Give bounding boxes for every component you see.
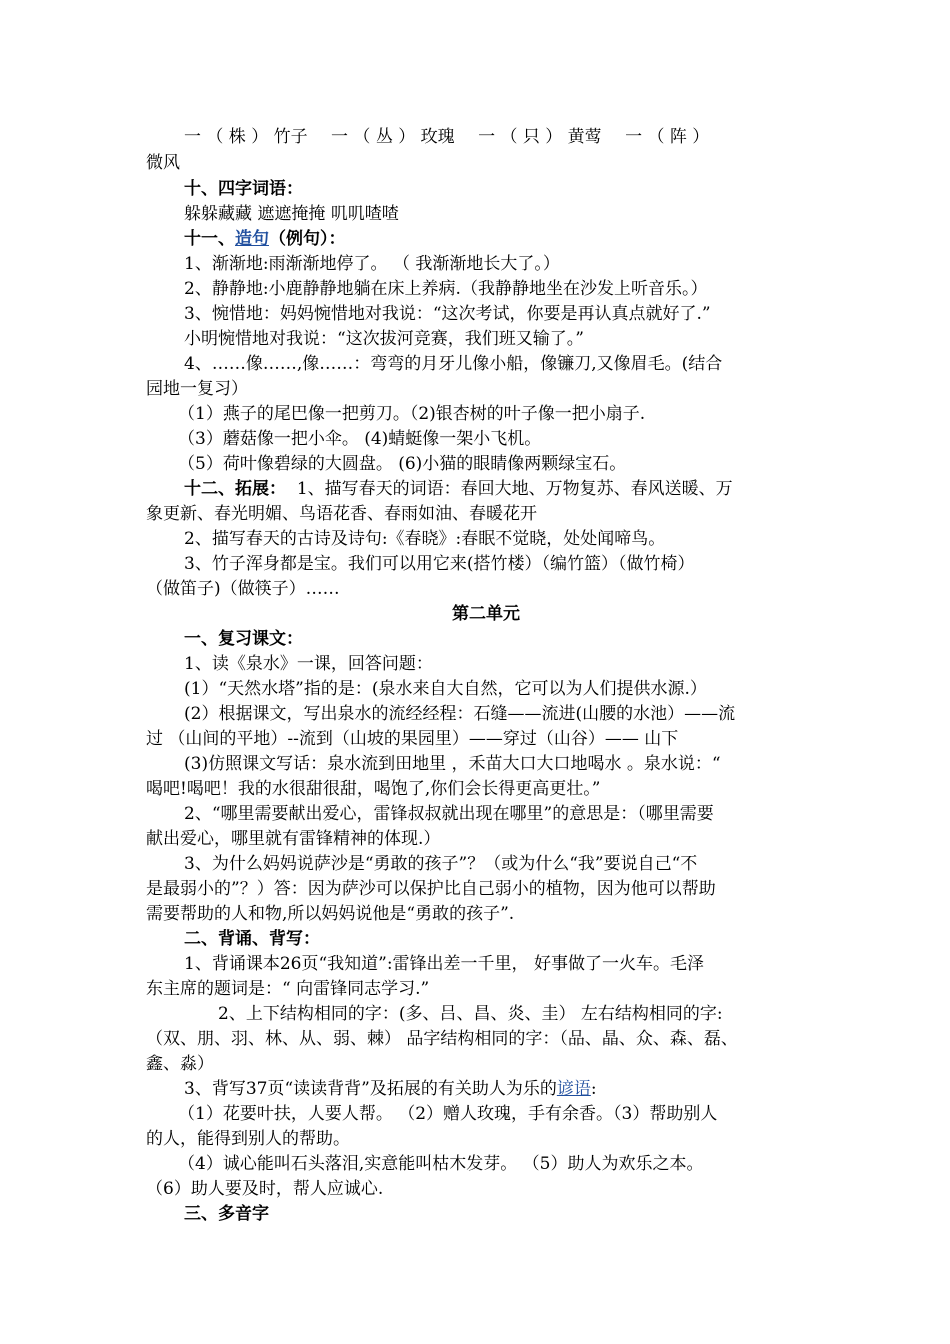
text-line: （4）诚心能叫石头落泪,实意能叫枯木发芽。 （5）助人为欢乐之本。 (178, 1154, 704, 1174)
measure-item: 一 （ 丛 ） 玫瑰 (331, 127, 455, 147)
section-heading: 十二、拓展： (184, 479, 286, 499)
measure-item: 一 （ 株 ） 竹子 (184, 127, 308, 147)
text-line: （1）花要叶扶，人要人帮。 （2）赠人玫瑰，手有余香。（3）帮助别人 (178, 1104, 718, 1124)
section-heading: 三、多音字 (184, 1204, 269, 1224)
text-line (184, 478, 864, 500)
section-heading: 一、复习课文： (184, 629, 303, 649)
text-line: 是最弱小的”？）答：因为萨沙可以保护比自己弱小的植物，因为他可以帮助 (146, 879, 716, 899)
text-line: 东主席的题词是：“ 向雷锋同志学习.” (146, 979, 430, 999)
section-heading: 十、四字词语： (184, 179, 303, 199)
measure-item: 一 （ 阵 ） (625, 127, 710, 147)
text-span: : (590, 1079, 597, 1099)
text-span: 1、描写春天的词语：春回大地、万物复苏、春风送暖、万 (296, 479, 733, 499)
heading-prefix: 十一、 (184, 229, 235, 249)
text-line: 3、惋惜地：妈妈惋惜地对我说：“这次考试，你要是再认真点就好了.” (184, 304, 711, 324)
text-line: 需要帮助的人和物,所以妈妈说他是“勇敢的孩子”. (146, 904, 515, 924)
section-heading: 二、背诵、背写： (184, 929, 320, 949)
text-line: 4、……像……,像……：弯弯的月牙儿像小船，像镰刀,又像眉毛。(结合 (184, 354, 723, 374)
text-line: （5）荷叶像碧绿的大圆盘。 (6)小猫的眼睛像两颗绿宝石。 (178, 454, 627, 474)
heading-suffix: （例句）： (269, 229, 346, 249)
text-line: （1）燕子的尾巴像一把剪刀。（2)银杏树的叶子像一把小扇子. (178, 404, 646, 424)
text-line: (2）根据课文，写出泉水的流经经程：石缝——流进(山腰的水池）——流 (184, 704, 736, 724)
text-line: （做笛子)（做筷子）…… (146, 579, 340, 599)
text-line: 2、“哪里需要献出爱心，雷锋叔叔就出现在哪里”的意思是：（哪里需要 (184, 804, 714, 824)
text-line: 园地一复习） (146, 379, 248, 399)
section-heading (184, 228, 864, 250)
proverb-link[interactable]: 谚语 (556, 1079, 591, 1099)
sentence-making-link[interactable]: 造句 (235, 229, 269, 249)
text-line: (1）“天然水塔”指的是：(泉水来自大自然，它可以为人们提供水源.） (184, 679, 707, 699)
text-line: 2、上下结构相同的字：(多、吕、昌、炎、圭） 左右结构相同的字: (218, 1004, 723, 1024)
text-line: 1、读《泉水》一课，回答问题： (184, 654, 433, 674)
text-line: （双、朋、羽、林、从、弱、棘） 品字结构相同的字：（品、晶、众、森、磊、 (146, 1029, 738, 1049)
text-line: 象更新、春光明媚、鸟语花香、春雨如油、春暖花开 (146, 504, 537, 524)
text-line: 喝吧!喝吧！我的水很甜很甜，喝饱了,你们会长得更高更壮。” (146, 779, 601, 799)
text-line: 的人，能得到别人的帮助。 (146, 1129, 350, 1149)
text-line: 小明惋惜地对我说：“这次拔河竞赛，我们班又输了。” (184, 329, 584, 349)
text-line: (3)仿照课文写话：泉水流到田地里 ，禾苗大口大口地喝水 。泉水说：“ (184, 754, 721, 774)
measure-word-continuation: 微风 (146, 153, 180, 173)
measure-item: 一 （ 只 ） 黄莺 (478, 127, 602, 147)
text-line: 3、为什么妈妈说萨沙是“勇敢的孩子”？（或为什么“我”要说自己“不 (184, 854, 698, 874)
text-line: 献出爱心，哪里就有雷锋精神的体现.） (146, 829, 441, 849)
text-line: 1、背诵课本26页“我知道”:雷锋出差一千里， 好事做了一火车。毛泽 (184, 954, 704, 974)
text-line: 2、静静地:小鹿静静地躺在床上养病.（我静静地坐在沙发上听音乐。） (184, 279, 708, 299)
text-line: 过 （山间的平地）--流到（山坡的果园里）——穿过（山谷）—— 山下 (146, 729, 679, 749)
text-line: （6）助人要及时，帮人应诚心. (146, 1179, 384, 1199)
text-span: 3、背写37页“读读背背”及拓展的有关助人为乐的 (184, 1079, 557, 1099)
text-line: 2、描写春天的古诗及诗句:《春晓》:春眠不觉晓，处处闻啼鸟。 (184, 529, 666, 549)
text-line: 3、竹子浑身都是宝。我们可以用它来(搭竹楼）（编竹篮）（做竹椅） (184, 554, 695, 574)
text-line: 鑫、淼） (146, 1054, 214, 1074)
text-line: （3）蘑菇像一把小伞。 (4)蜻蜓像一架小飞机。 (178, 429, 542, 449)
measure-word-row (184, 126, 864, 148)
unit-title: 第二单元 (452, 604, 520, 624)
text-line: 躲躲藏藏 遮遮掩掩 叽叽喳喳 (184, 204, 399, 224)
text-line: 1、渐渐地:雨渐渐地停了。 （ 我渐渐地长大了。） (184, 254, 560, 274)
text-line (184, 1078, 864, 1100)
